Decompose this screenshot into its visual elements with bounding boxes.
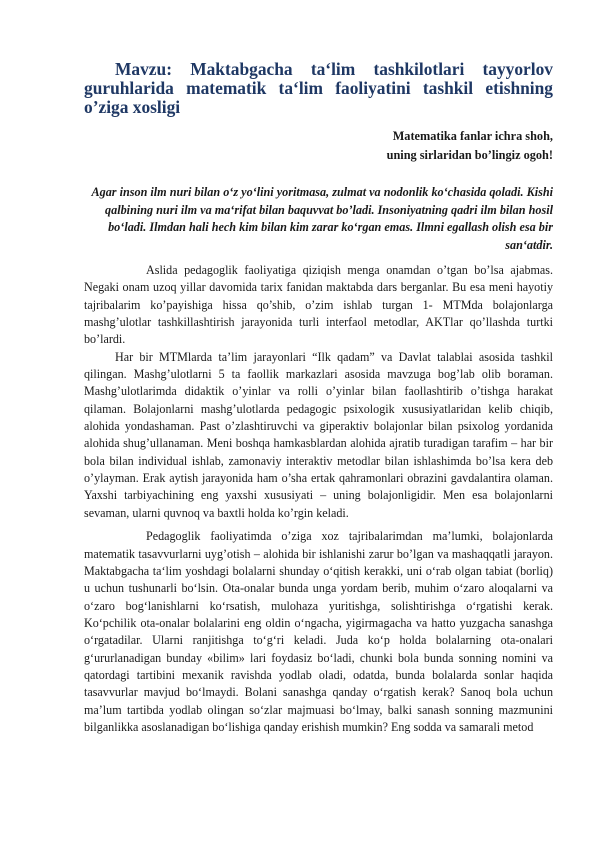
quote-block: Agar inson ilm nuri bilan o‘z yo‘lini yoritmasa, zulmat va nodonlik ko‘chasida qoladi. Kishi qalbining nuri ilm va ma‘rifat bilan baquvvat bo’ladi. Insoniyatning qadri ilm bilan hosil bo‘ladi. Ilmdan hali hech kim bilan kim zarar ko‘rgan emas. Ilmni egallash olish esa bir san‘atdir. [91, 185, 553, 252]
body-text [84, 262, 553, 736]
paragraph: Har bir MTMlarda ta’lim jarayonlari “Ilk qadam” va Davlat talablai asosida tashkil qilingan. Mashg’ulotlarni 5 ta faollik markazlari asosida mavzuga bog’lab olib boraman. Mashg’ulotlarimda didaktik o’yinlar va rolli o’yinlar bilan faollashtirib o’tishga harakat qilaman. Bolajonlarni mashg’ulotlarda pedagogic psixologik xususiyatlaridan kelib chiqib, alohida yondashaman. Past o’zlashtiruvchi va giperaktiv bolajonlar bilan psixolog yordanida alohida shug’ullanaman. Meni boshqa hamkasblardan alohida ajratib turadigan tarafim – har bir bola bilan individual ishlab, zamonaviy interaktiv metodlar bilan ishlashimda bo’lsa kera deb o’ylayman. Erak aytish jarayonida ham o’sha ertak qahramonlari obrazini gavdalantira olaman. Yaxshi tarbiyachining eng yaxshi xususiyati – uning bolajonligidir. Men esa bolajonlarni sevaman, ularni quvnoq va baxtli holda ko’rgin keladi. [84, 349, 553, 520]
epigraph [253, 127, 553, 164]
paragraph: Aslida pedagoglik faoliyatiga qiziqish menga onamdan o’tgan bo’lsa ajabmas. Negaki onam uzoq yillar davomida tarix fanidan maktabda dars berganlar. Bu esa meni hayotiy tajribalarim ko’payishiga hissa qo’shib, o’zim ishlab turgan 1- MTMda bolajonlarga mashg’ulotlar tashkillashtirish jarayonida turli interfaol metodlar, AKTlar qo’llashda turtki bo’lardi. [84, 263, 553, 347]
epigraph-line: uning sirlaridan bo’lingiz ogoh! [386, 147, 553, 162]
document-title: Mavzu: Maktabgacha ta‘lim tashkilotlari tayyorlov guruhlarida matematik ta‘lim faoliyatini tashkil etishning o’ziga xosligi [84, 59, 553, 117]
paragraph: Pedagoglik faoliyatimda o’ziga xoz tajribalarimdan ma’lumki, bolajonlarda matematik tasavvurlarni uyg’otish – alohida bir ishlanishi zarur bo’lgan va mashaqqatli jarayon. Maktabgacha ta‘lim yoshdagi bolalarni shunday o‘qitish kerakki, uni o‘rab olgan tabiat (borliq) u uchun tushunarli bo‘lsin. Ota-onalar bunda unga yordam berib, muhim o‘zaro aloqalarni va o‘zaro bog‘lanishlarni ko‘rsatish, mulohaza yuritishga, solishtirishga o‘rgatishi kerak. Ko‘pchilik ota-onalar bolalarini eng oldin o‘ngacha, yigirmagacha va hatto yuzgacha sanashga o‘rgatadilar. Ularni ranjitishga to‘g‘ri keladi. Juda ko‘p holda bolalarning ota-onalari g‘ururlanadigan bunday «bilim» lari foydasiz bo‘ladi, chunki bola bunda sonning nomini va qatordagi tartibini mexanik ravishda yodlab oladi, odatda, bunda bolalarda sonlar haqida tasavvurlar mavjud bo‘lmaydi. Bolani sanashga qanday o‘rgatish kerak? Sanoq bola uchun ma’lum tartibda yodlab olingan so‘zlar majmuasi bo‘lmay, balki sanash sonning mazmunini bilganlikka asoslanadigan bo‘lishiga qanday erishish mumkin? Eng sodda va samarali metod [84, 529, 553, 734]
epigraph-line: Matematika fanlar ichra shoh, [392, 129, 553, 143]
